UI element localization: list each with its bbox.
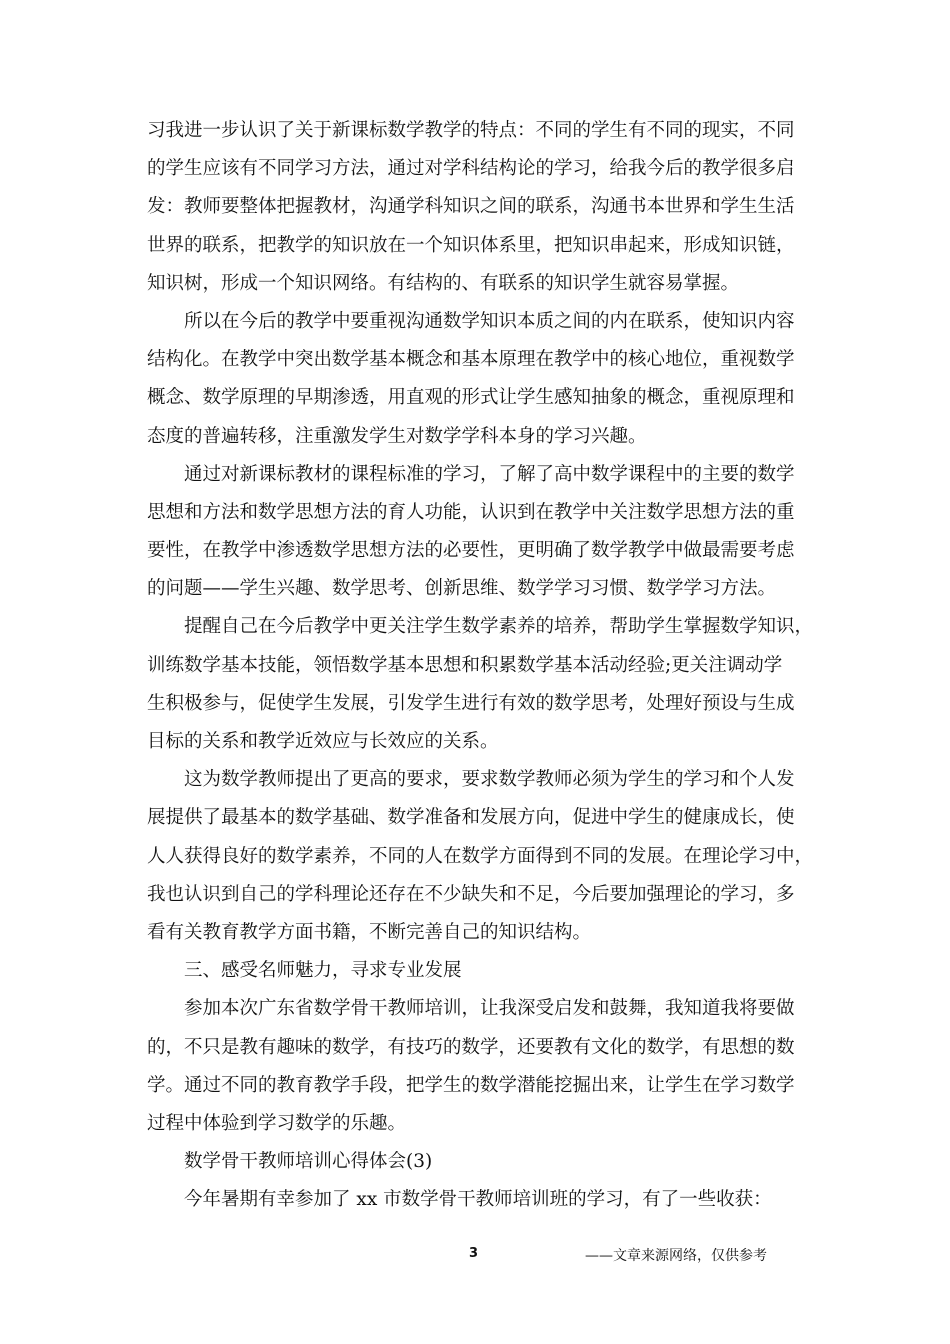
text-line: 展提供了最基本的数学基础、数学准备和发展方向，促进中学生的健康成长，使 bbox=[147, 807, 795, 829]
footer-note: ——文章来源网络，仅供参考 bbox=[585, 1248, 767, 1264]
text-line: 参加本次广东省数学骨干教师培训，让我深受启发和鼓舞，我知道我将要做 bbox=[184, 998, 795, 1020]
text-line: 生积极参与，促使学生发展，引发学生进行有效的数学思考，处理好预设与生成 bbox=[147, 692, 795, 714]
text-line: 今年暑期有幸参加了 xx 市数学骨干教师培训班的学习，有了一些收获： bbox=[184, 1189, 772, 1211]
text-line: 要性，在教学中渗透数学思想方法的必要性，更明确了数学教学中做最需要考虑 bbox=[147, 540, 795, 562]
text-line: 过程中体验到学习数学的乐趣。 bbox=[147, 1112, 407, 1134]
text-line: 训练数学基本技能，领悟数学基本思想和积累数学基本活动经验;更关注调动学 bbox=[147, 654, 783, 676]
text-line: 的，不只是教有趣味的数学，有技巧的数学，还要教有文化的数学，有思想的数 bbox=[147, 1036, 795, 1058]
text-line: 我也认识到自己的学科理论还存在不少缺失和不足，今后要加强理论的学习，多 bbox=[147, 883, 795, 905]
document-body bbox=[147, 112, 814, 1219]
text-line: 的学生应该有不同学习方法，通过对学科结构论的学习，给我今后的教学很多启 bbox=[147, 158, 795, 180]
text-line: 学。通过不同的教育教学手段，把学生的数学潜能挖掘出来，让学生在学习数学 bbox=[147, 1074, 795, 1096]
section-heading: 三、感受名师魅力，寻求专业发展 bbox=[184, 960, 462, 982]
text-line: 通过对新课标教材的课程标准的学习，了解了高中数学课程中的主要的数学 bbox=[184, 463, 795, 485]
text-line: 思想和方法和数学思想方法的育人功能，认识到在教学中关注数学思想方法的重 bbox=[147, 501, 795, 523]
text-line: 习我进一步认识了关于新课标数学教学的特点：不同的学生有不同的现实，不同 bbox=[147, 120, 795, 141]
text-line: 世界的联系，把教学的知识放在一个知识体系里，把知识串起来，形成知识链， bbox=[147, 234, 795, 256]
text-line: 所以在今后的教学中要重视沟通数学知识本质之间的内在联系，使知识内容 bbox=[184, 310, 795, 332]
text-line: 知识树，形成一个知识网络。有结构的、有联系的知识学生就容易掌握。 bbox=[147, 272, 740, 294]
text-line: 这为数学教师提出了更高的要求，要求数学教师必须为学生的学习和个人发 bbox=[184, 769, 795, 791]
page-number: 3 bbox=[469, 1246, 479, 1261]
text-line: 发：教师要整体把握教材，沟通学科知识之间的联系，沟通书本世界和学生生活 bbox=[147, 196, 795, 218]
text-line: 提醒自己在今后教学中更关注学生数学素养的培养，帮助学生掌握数学知识， bbox=[184, 616, 814, 638]
text-line: 结构化。在教学中突出数学基本概念和基本原理在教学中的核心地位，重视数学 bbox=[147, 349, 795, 371]
text-line: 态度的普遍转移，注重激发学生对数学学科本身的学习兴趣。 bbox=[147, 425, 647, 447]
text-line: 概念、数学原理的早期渗透，用直观的形式让学生感知抽象的概念，重视原理和 bbox=[147, 387, 795, 409]
text-line: 目标的关系和教学近效应与长效应的关系。 bbox=[147, 731, 499, 752]
text-line: 看有关教育教学方面书籍，不断完善自己的知识结构。 bbox=[147, 921, 592, 943]
text-line: 的问题——学生兴趣、数学思考、创新思维、数学学习习惯、数学学习方法。 bbox=[147, 578, 777, 600]
text-line: 人人获得良好的数学素养，不同的人在数学方面得到不同的发展。在理论学习中， bbox=[147, 845, 814, 867]
article-title: 数学骨干教师培训心得体会(3) bbox=[184, 1151, 433, 1173]
